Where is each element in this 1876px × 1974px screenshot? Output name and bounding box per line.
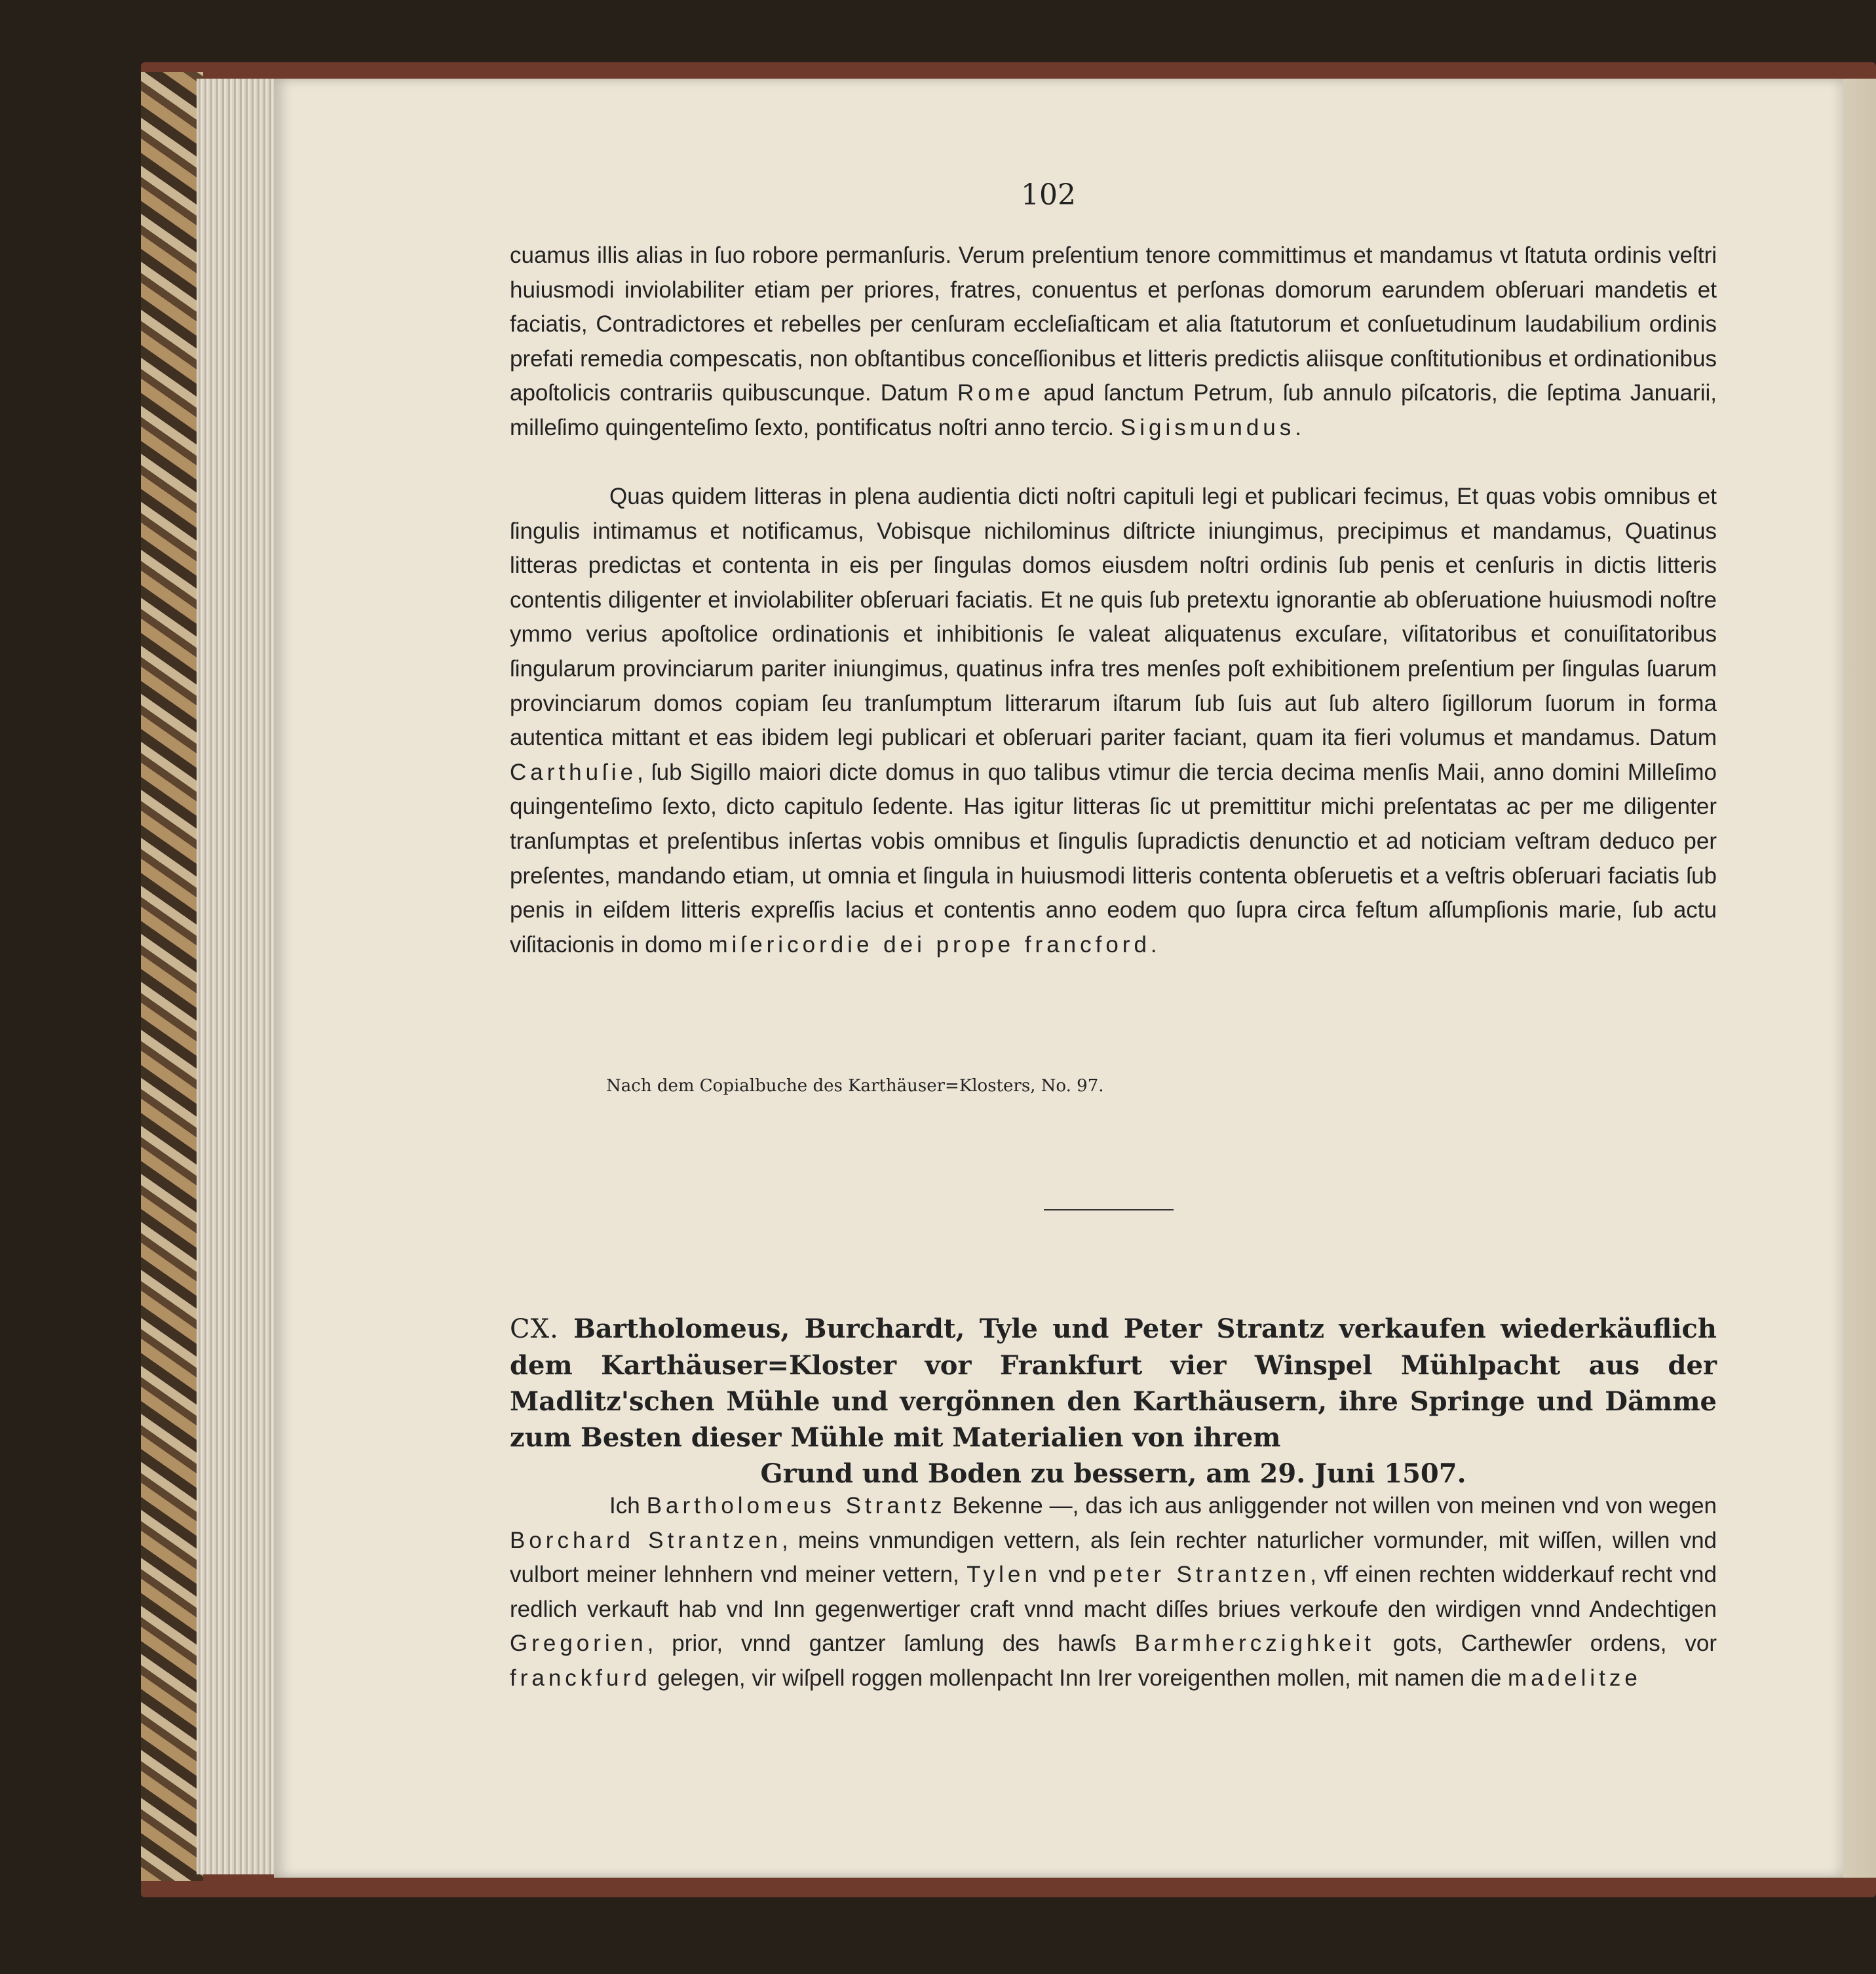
section-divider — [1044, 1209, 1174, 1210]
document-heading — [510, 1311, 1717, 1492]
para4-name2: Borchard Strantzen — [510, 1527, 782, 1553]
para4-t2: Bekenne —, das ich aus anliggender not willen von meinen vnd von wegen — [952, 1493, 1717, 1519]
para4-t5: , vff einen rechten widderkauf recht vnd redlich verkauft hab vnd Inn gegenwertiger craft vnnd macht diſſes briues verkoufe den wirdigen vnnd Andechtigen — [510, 1562, 1717, 1622]
source-note: Nach dem Copialbuche des Karthäuser=Klosters, No. 97. — [606, 1076, 1104, 1096]
para1-signer: Sigismundus. — [1120, 414, 1305, 440]
marbled-binding — [141, 72, 203, 1881]
para4-name4: peter Strantzen — [1093, 1562, 1311, 1588]
document-number: CX. — [510, 1314, 559, 1344]
para2-place: Carthuſie — [510, 759, 638, 785]
para4-name7: franckfurd — [510, 1665, 651, 1691]
paragraph-papal-letter — [510, 239, 1717, 446]
para4-name5: Gregorien — [510, 1631, 647, 1657]
para1-text-a: cuamus illis alias in ſuo robore permanſuris. Verum preſentium tenore committimus et mandamus vt ſtatuta ordinis veſtri huiusmodi inviolabiliter etiam per priores, fratres, conuentus et perſonas domorum earundem obſeruari mandetis et faciatis, Contradictores et rebelles per cenſuram eccleſiaſticam et alia ſtatutorum et conſuetudinum laudabilium ordinis prefati remedia compescatis, non obſtantibus conceſſionibus et litteris predictis aliisque conſtitutionibus et ordinationibus apoſtolicis contrariis quibuscunque. Datum — [510, 242, 1717, 406]
para4-t1: Ich — [609, 1493, 640, 1519]
paragraph-chapter-letter — [510, 480, 1717, 962]
para4-name1: Bartholomeus Strantz — [646, 1493, 946, 1519]
para2-text-b: , ſub Sigillo maiori dicte domus in quo talibus vtimur die tercia decima menſis Maii, anno domini Milleſimo quingenteſimo ſexto, dicto capitulo ſedente. Has igitur litteras ſic ut premittitur michi preſentatas ac per me diligenter tranſumptas et preſentibus inſertas vobis omnibus et ſingulis ſupradictis denunctio et ad noticiam veſtram deduco per preſentes, mandando etiam, ut omnia et ſingula in huiusmodi litteris contenta obſeruetis et a veſtris obſeruari faciatis ſub penis in eiſdem litteris expreſſis lacius et contentis anno eodem quo ſupra circa feſtum aſſumpſionis marie, ſub actu viſitacionis in domo — [510, 759, 1717, 958]
para4-t7: gots, Carthewſer ordens, vor — [1392, 1631, 1717, 1657]
para4-t6: , prior, vnnd gantzer ſamlung des hawſs — [647, 1631, 1117, 1657]
para1-text-b: apud ſanctum Petrum, ſub annulo piſcatoris, die ſeptima Januarii, milleſimo quingenteſimo ſexto, pontificatus noſtri anno tercio. — [510, 380, 1717, 440]
para4-name8: madelitze — [1508, 1665, 1641, 1691]
page-number: 102 — [1021, 178, 1076, 212]
paragraph-deed — [510, 1489, 1717, 1696]
para2-place2: miſericordie dei prope francford. — [708, 931, 1161, 958]
page-edges — [197, 79, 275, 1874]
para4-name6: Barmherczighkeit — [1134, 1631, 1375, 1657]
para4-name3: Tylen — [967, 1562, 1041, 1588]
para4-t8: gelegen, vir wiſpell roggen mollenpacht Inn Irer voreigenthen mollen, mit namen die — [657, 1665, 1502, 1691]
para4-t4: vnd — [1048, 1562, 1086, 1588]
heading-text: Bartholomeus, Burchardt, Tyle und Peter Strantz verkaufen wiederkäuflich dem Karthäuser=Kloster vor Frankfurt vier Winspel Mühlpacht aus der Madlitz'schen Mühle und vergönnen den Karthäusern, ihre Springe und Dämme zum Besten dieser Mühle mit Materialien von ihrem — [510, 1313, 1717, 1453]
para1-place: Rome — [957, 380, 1035, 406]
heading-last-line: Grund und Boden zu bessern, am 29. Juni 1507. — [760, 1458, 1466, 1489]
para4-t3: , meins vnmundigen vettern, als ſein rechter naturlicher vormunder, mit wiſſen, willen vnd vulbort meiner lehnhern vnd meiner vettern, — [510, 1527, 1717, 1588]
para2-text-a: Quas quidem litteras in plena audientia dicti noſtri capituli legi et publicari fecimus, Et quas vobis omnibus et ſingulis intimamus et notificamus, Vobisque nichilominus diſtricte iniungimus, precipimus et mandamus, Quatinus litteras predictas et contenta in eis per ſingulas domos eiusdem noſtri ordinis ſub penis et cenſuris in dictis litteris contentis diligenter et inviolabiliter obſeruari faciatis. Et ne quis ſub pretextu ignorantie ab obſeruatione huiusmodi noſtre ymmo verius apoſtolice ordinationis et inhibitionis ſe valeat aliquatenus excuſare, viſitatoribus et conuiſitatoribus ſingularum provinciarum pariter iniungimus, quatinus infra tres menſes poſt exhibitionem preſentium per ſingulas ſuarum provinciarum domos copiam ſeu tranſumptum litterarum iſtarum ſub ſuis aut ſub altero ſigillorum ſuorum in forma autentica mittant et eas ibidem legi publicari et obſeruari pariter faciant, quam ita fieri volumus et mandamus. Datum — [510, 484, 1717, 751]
